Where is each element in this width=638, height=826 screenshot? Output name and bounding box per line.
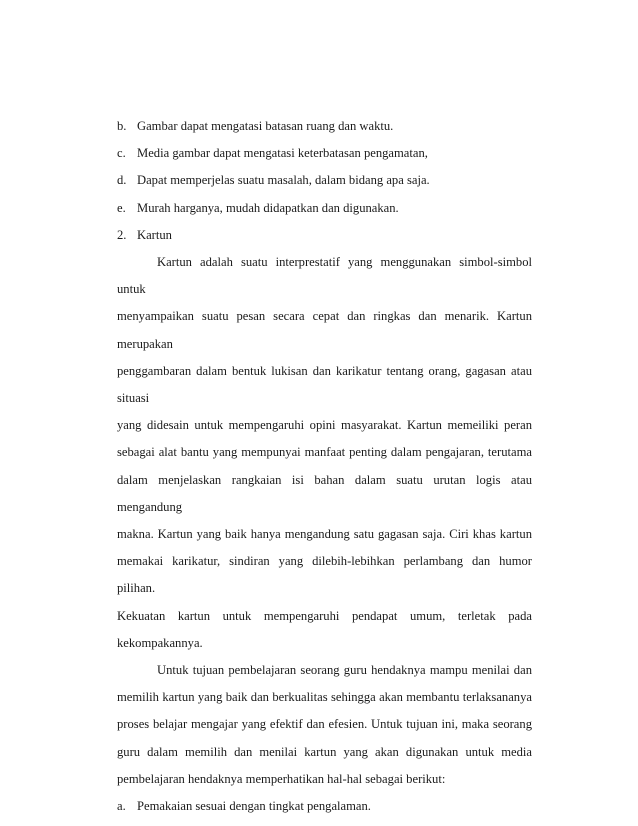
list-text: Gambar dapat mengatasi batasan ruang dan waktu. bbox=[137, 119, 394, 133]
paragraph-line: memilih kartun yang baik dan berkualitas sehingga akan membantu terlaksananya bbox=[117, 690, 532, 705]
paragraph-kartun-definition bbox=[117, 249, 532, 657]
paragraph-line: Untuk tujuan pembelajaran seorang guru hendaknya mampu menilai dan bbox=[157, 663, 532, 678]
paragraph-line: makna. Kartun yang baik hanya mengandung satu gagasan saja. Ciri khas kartun bbox=[117, 527, 532, 542]
list-marker: b. bbox=[117, 119, 127, 133]
paragraph-line: dalam menjelaskan rangkaian isi bahan dalam suatu urutan logis atau mengandung bbox=[117, 472, 532, 514]
paragraph-line: menyampaikan suatu pesan secara cepat dan ringkas dan menarik. Kartun merupakan bbox=[117, 309, 532, 351]
paragraph-line: Kartun adalah suatu interprestatif yang menggunakan simbol-simbol untuk bbox=[117, 255, 532, 297]
section-title: Kartun bbox=[137, 227, 172, 242]
page-content bbox=[117, 113, 532, 820]
paragraph-line: kekompakannya. bbox=[117, 635, 203, 650]
list-marker: d. bbox=[117, 173, 127, 188]
section-number: 2. bbox=[117, 227, 127, 242]
paragraph-kartun-selection bbox=[117, 657, 532, 793]
list-marker: e. bbox=[117, 200, 126, 215]
list-text: Media gambar dapat mengatasi keterbatasan pengamatan, bbox=[137, 146, 428, 161]
paragraph-line: guru dalam memilih dan menilai kartun yang akan digunakan untuk media bbox=[117, 744, 532, 759]
list-item-d bbox=[117, 167, 532, 194]
list-text: Murah harganya, mudah didapatkan dan digunakan. bbox=[137, 200, 399, 215]
paragraph-line: pembelajaran hendaknya memperhatikan hal-hal sebagai berikut: bbox=[117, 771, 446, 786]
paragraph-line: memakai karikatur, sindiran yang dilebih-lebihkan perlambang dan humor pilihan. bbox=[117, 554, 532, 596]
list-marker: a. bbox=[117, 799, 126, 814]
paragraph-line: penggambaran dalam bentuk lukisan dan karikatur tentang orang, gagasan atau situasi bbox=[117, 363, 532, 406]
paragraph-line: yang didesain untuk mempengaruhi opini masyarakat. Kartun memeiliki peran bbox=[117, 418, 532, 433]
list-text: Pemakaian sesuai dengan tingkat pengalaman. bbox=[137, 799, 371, 814]
paragraph-line: proses belajar mengajar yang efektif dan efesien. Untuk tujuan ini, maka seorang bbox=[117, 717, 532, 732]
section-heading bbox=[117, 222, 532, 249]
list-item-c bbox=[117, 140, 532, 167]
paragraph-line: Kekuatan kartun untuk mempengaruhi pendapat umum, terletak pada bbox=[117, 608, 532, 623]
list-item-e bbox=[117, 195, 532, 222]
list-text: Dapat memperjelas suatu masalah, dalam bidang apa saja. bbox=[137, 173, 430, 188]
list-marker: c. bbox=[117, 146, 126, 161]
list-item-a bbox=[117, 793, 532, 820]
list-item-b bbox=[117, 113, 532, 140]
paragraph-line: sebagai alat bantu yang mempunyai manfaat penting dalam pengajaran, terutama bbox=[117, 445, 532, 460]
